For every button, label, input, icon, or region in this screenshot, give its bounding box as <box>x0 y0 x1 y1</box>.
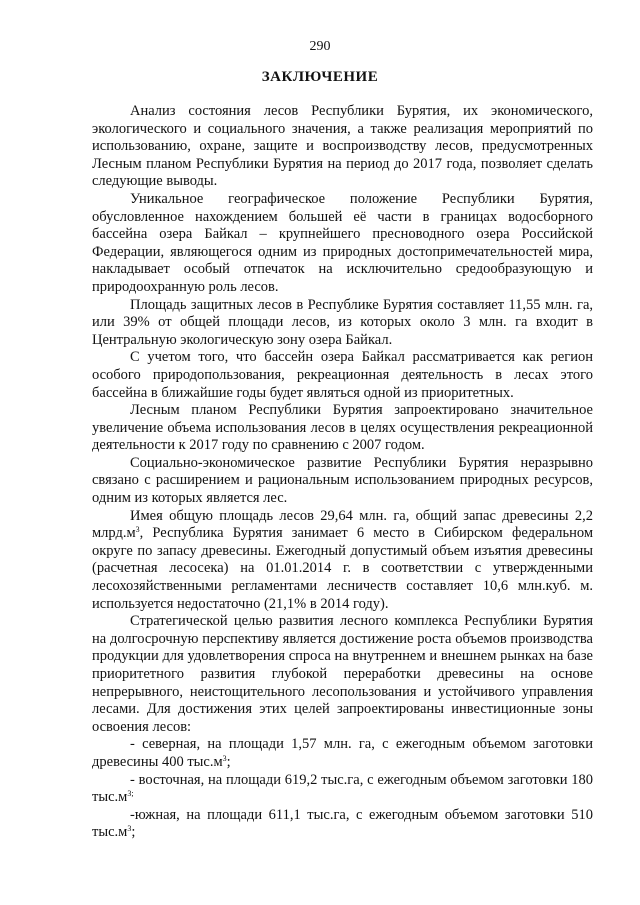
paragraph-intro: Анализ состояния лесов Республики Бурятия, их экономического, экологического и социального значения, а также реализация мероприятий по использованию, охране, защите и воспроизводству лесов, предусмотренных Лесным планом Республики Бурятия на период до 2017 года, позволяет сделать следующие выводы. <box>92 103 593 190</box>
superscript-cubic: 3; <box>127 789 134 799</box>
paragraph-baikal-basin: С учетом того, что бассейн озера Байкал рассматривается как регион особого природопользования, рекреационная деятельность в лесах этого бассейна в ближайшие годы будет являться одной из приоритетных. <box>92 349 593 401</box>
list-item-southern-zone <box>92 807 593 842</box>
list-item-southern-zone-end: ; <box>131 824 136 841</box>
paragraph-geography: Уникальное географическое положение Республики Бурятия, обусловленное нахождением большей её части в границах водосборного бассейна озера Байкал – крупнейшего пресноводного озера Российской Федерации, являющегося одним из природных достопримечательностей мира, накладывает особый отпечаток на исключительно средообразующую и природоохранную роль лесов. <box>92 190 593 295</box>
paragraph-timber-stock-text-after: , Республика Бурятия занимает 6 место в Сибирском федеральном округе по запасу древесины. Ежегодный допустимый объем изъятия древесины (расчетная лесосека) на 01.01.2014 г. в соответствии с утвержденными лесохозяйственными регламентами лесничеств составляет 10,6 млн.куб. м. используется недостаточно (21,1% в 2014 году). <box>92 525 593 612</box>
list-item-southern-zone-text: -южная, на площади 611,1 тыс.га, с ежегодным объемом заготовки 510 тыс.м <box>92 806 593 841</box>
list-item-northern-zone <box>92 736 593 771</box>
paragraph-socioeconomic: Социально-экономическое развитие Республики Бурятия неразрывно связано с расширением и рациональным использованием природных ресурсов, одним из которых является лес. <box>92 454 593 507</box>
page-number: 290 <box>309 39 331 54</box>
superscript-cubic: 3 <box>222 753 227 763</box>
paragraph-forest-plan: Лесным планом Республики Бурятия запроектировано значительное увеличение объема использования лесов в целях осуществления рекреационной деятельности к 2017 году по сравнению с 2007 годом. <box>92 402 593 454</box>
superscript-cubic: 3 <box>135 525 140 535</box>
superscript-cubic: 3 <box>127 824 132 834</box>
list-item-northern-zone-end: ; <box>226 753 231 770</box>
paragraph-timber-stock <box>92 508 593 614</box>
paragraph-strategic-goal: Стратегической целью развития лесного комплекса Республики Бурятия на долгосрочную перспективу является достижение роста объемов производства продукции для удовлетворения спроса на внутреннем и внешнем рынках на базе приоритетного развития глубокой переработки древесины на основе непрерывного, неистощительного лесопользования и устойчивого управления лесами. Для достижения этих целей запроектированы инвестиционные зоны освоения лесов: <box>92 613 593 735</box>
page-title: ЗАКЛЮЧЕНИЕ <box>261 69 379 85</box>
list-item-eastern-zone <box>92 772 593 807</box>
list-item-northern-zone-text: - северная, на площади 1,57 млн. га, с ежегодным объемом заготовки древесины 400 тыс.м <box>92 736 593 770</box>
paragraph-protective-forests: Площадь защитных лесов в Республике Бурятия составляет 11,55 млн. га, или 39% от общей площади лесов, из которых около 3 млн. га входит в Центральную экологическую зону озера Байкал. <box>92 296 593 348</box>
document-body <box>92 103 593 842</box>
list-item-eastern-zone-text: - восточная, на площади 619,2 тыс.га, с ежегодным объемом заготовки 180 тыс.м <box>92 771 593 806</box>
paragraph-timber-stock-text-before: Имея общую площадь лесов 29,64 млн. га, общий запас древесины 2,2 млрд.м <box>92 507 593 542</box>
